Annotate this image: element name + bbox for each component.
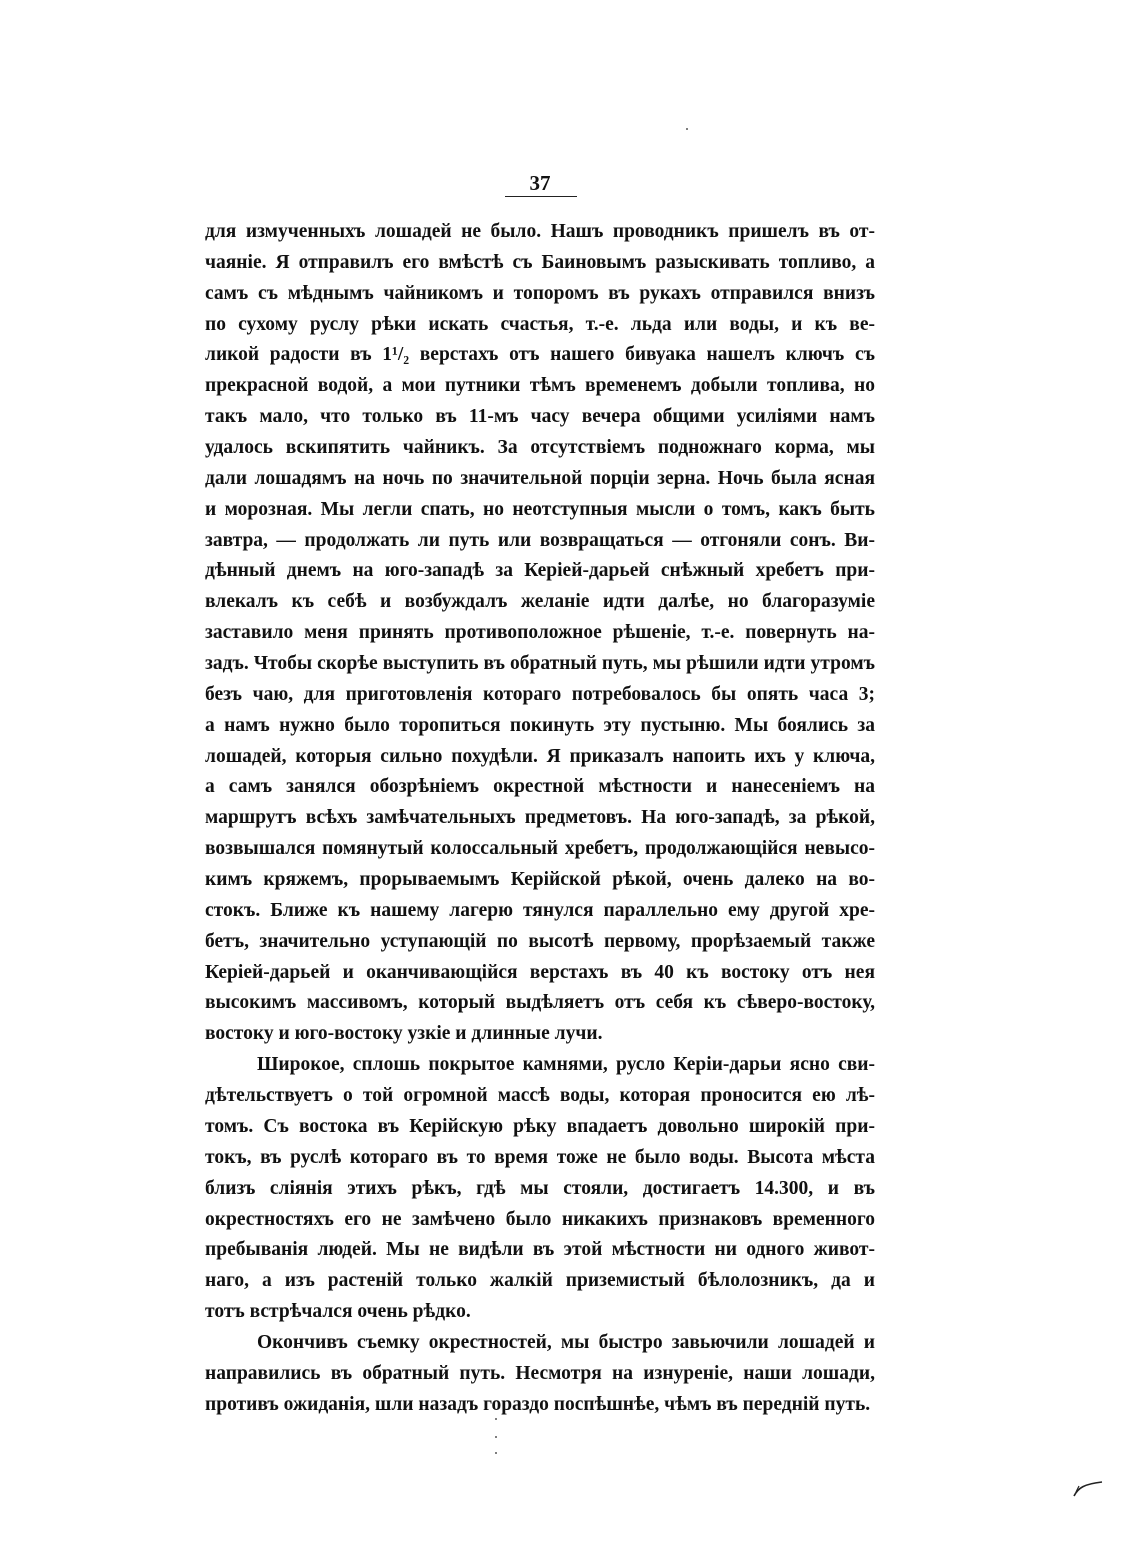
text-line: для измученныхъ лошадей не было. Нашъ проводникъ пришелъ въ от- — [205, 221, 875, 242]
text-line: востоку и юго-востоку узкіе и длинные лучи. — [205, 1023, 603, 1045]
text-line: удалось вскипятить чайникъ. За отсутствіемъ подножнаго корма, мы — [205, 437, 875, 459]
text-line: такъ мало, что только въ 11-мъ часу вечера общими усиліями намъ — [205, 406, 875, 428]
text-line: близъ слiянія этихъ рѣкъ, гдѣ мы стояли, достигаетъ 14.300, и въ — [205, 1177, 875, 1199]
text-line: заставило меня принять противоположное рѣшеніе, т.-е. повернуть на- — [205, 622, 875, 644]
text-line: наго, а изъ растеній только жалкій приземистый бѣлолозникъ, да и — [205, 1270, 875, 1292]
text-line: возвышался помянутый колоссальный хребетъ, продолжающійся невысо- — [205, 838, 875, 860]
text-line: и морозная. Мы легли спать, но неотступныя мысли о томъ, какъ быть — [205, 498, 875, 520]
text-line: самъ съ мѣднымъ чайникомъ и топоромъ въ рукахъ отправился внизъ — [205, 282, 875, 304]
text-line: противъ ожиданія, шли назадъ гораздо поспѣшнѣе, чѣмъ въ передній путь. — [205, 1393, 871, 1415]
page-number-rule — [505, 196, 577, 197]
text-line: Широкое, сплошь покрытое камнями, русло Керіи-дарьи ясно сви- — [257, 1054, 875, 1076]
scan-speck — [495, 1436, 497, 1438]
text-line: томъ. Съ востока въ Керійскую рѣку впадаетъ довольно широкій при- — [205, 1115, 875, 1137]
text-line: Окончивъ съемку окрестностей, мы быстро завьючили лошадей и — [257, 1331, 875, 1353]
text-line: окрестностяхъ его не замѣчено было никакихъ признаковъ временного — [205, 1208, 875, 1230]
text-line: тотъ встрѣчался очень рѣдко. — [205, 1301, 471, 1323]
scan-speck — [686, 128, 688, 130]
text-line: пребыванія людей. Мы не видѣли въ этой мѣстности ни одного живот- — [205, 1239, 875, 1261]
body-text — [205, 217, 875, 1421]
text-line: Керіей-дарьей и оканчивающійся верстахъ въ 40 къ востоку отъ нея — [205, 961, 875, 983]
text-line: лошадей, которыя сильно похудѣли. Я приказалъ напоить ихъ у ключа, — [205, 745, 875, 767]
text-line: токъ, въ руслѣ котораго въ то время тоже не было воды. Высота мѣста — [205, 1146, 875, 1168]
text-line: дѣнный днемъ на юго-западѣ за Керіей-дарьей снѣжный хребетъ при- — [205, 560, 875, 582]
text-line: высокимъ массивомъ, который выдѣляетъ отъ себя къ сѣверо-востоку, — [205, 992, 875, 1014]
text-line: прекрасной водой, а мои путники тѣмъ временемъ добыли топлива, но — [205, 375, 875, 397]
scan-speck — [495, 1452, 497, 1454]
text-line: стокъ. Ближе къ нашему лагерю тянулся параллельно ему другой хре- — [205, 899, 875, 921]
text-line: кимъ кряжемъ, прорываемымъ Керійской рѣкой, очень далеко на во- — [205, 869, 875, 891]
text-line: дали лошадямъ на ночь по значительной порціи зерна. Ночь была ясная — [205, 467, 875, 489]
text-line: задъ. Чтобы скорѣе выступить въ обратный путь, мы рѣшили идти утромъ — [205, 653, 875, 675]
text-line: а самъ занялся обозрѣніемъ окрестной мѣстности и нанесеніемъ на — [205, 776, 875, 798]
text-line: завтра, — продолжать ли путь или возвращаться — отгоняли сонъ. Ви- — [205, 529, 875, 551]
page-number: 37 — [529, 171, 551, 195]
text-line: безъ чаю, для приготовленія котораго потребовалось бы опять часа 3; — [205, 683, 875, 705]
pencil-mark-icon — [1072, 1476, 1106, 1498]
text-line: ликой радости въ 1¹/₂ верстахъ отъ нашего бивуака нашелъ ключъ съ — [205, 344, 875, 366]
text-line: бетъ, значительно уступающій по высотѣ первому, прорѣзаемый также — [205, 930, 875, 952]
text-line: влекалъ къ себѣ и возбуждалъ желаніе идти далѣе, но благоразуміе — [205, 591, 875, 613]
text-line: дѣтельствуетъ о той огромной массѣ воды, которая проносится ею лѣ- — [205, 1085, 875, 1107]
text-line: направились въ обратный путь. Несмотря на изнуреніе, наши лошади, — [205, 1362, 875, 1384]
text-line: маршрутъ всѣхъ замѣчательныхъ предметовъ. На юго-западѣ, за рѣкой, — [205, 807, 875, 829]
text-line: а намъ нужно было торопиться покинуть эту пустыню. Мы боялись за — [205, 714, 875, 736]
text-line: по сухому руслу рѣки искать счастья, т.-е. льда или воды, и къ ве- — [205, 313, 875, 335]
text-line: чаяніе. Я отправилъ его вмѣстѣ съ Баиновымъ разыскивать топливо, а — [205, 251, 875, 273]
scan-speck — [495, 1418, 497, 1420]
